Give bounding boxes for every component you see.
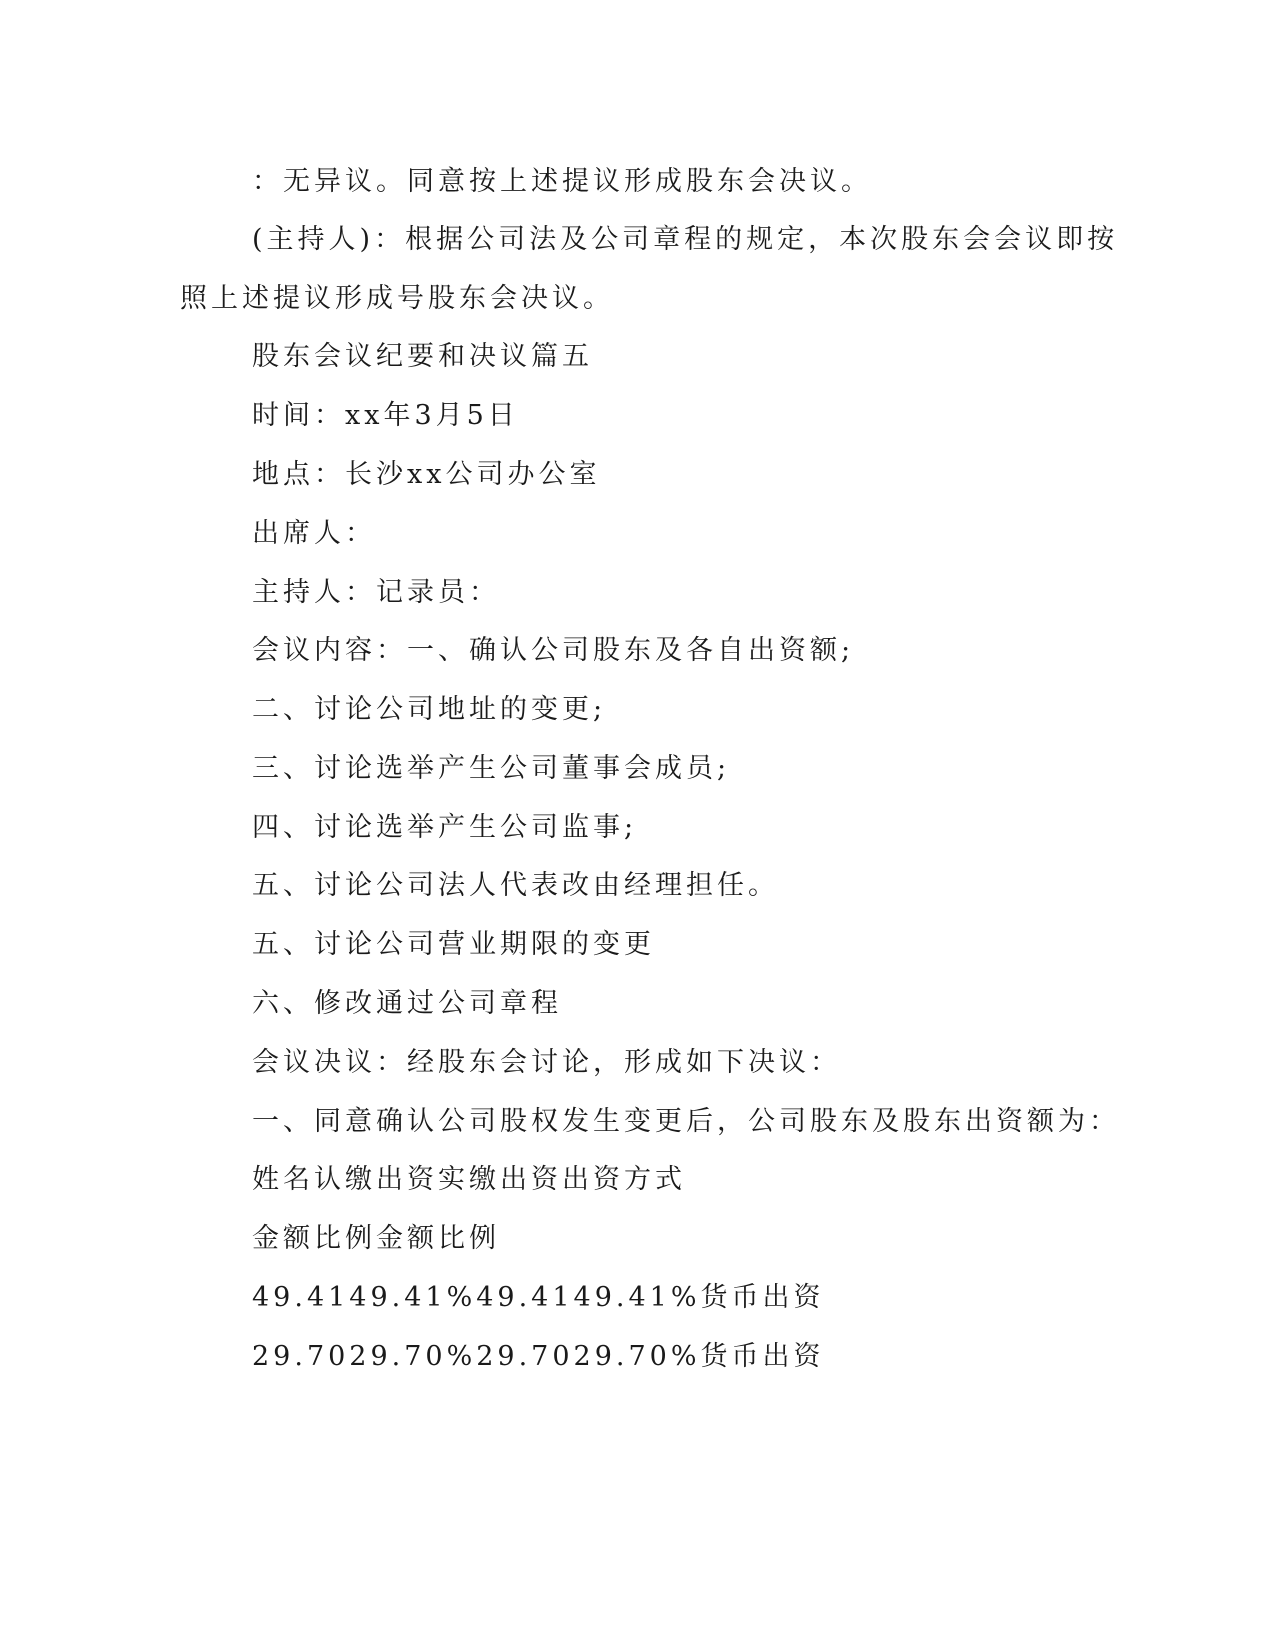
capital-table-subheader: 金额比例金额比例 [252, 1223, 500, 1254]
meeting-time: 时间：xx年3月5日 [252, 400, 519, 431]
capital-table-row: 49.4149.41%49.4149.41%货币出资 [252, 1282, 825, 1313]
meeting-agenda-item: 四、讨论选举产生公司监事; [252, 812, 638, 843]
paragraph-no-objection: ：无异议。同意按上述提议形成股东会决议。 [252, 166, 872, 197]
meeting-agenda-item: 五、讨论公司营业期限的变更 [252, 929, 655, 960]
paragraph-host-statement: (主持人)：根据公司法及公司章程的规定，本次股东会会议即按 [252, 224, 1119, 255]
section-heading: 股东会议纪要和决议篇五 [252, 341, 593, 372]
capital-table-header: 姓名认缴出资实缴出资出资方式 [252, 1164, 686, 1195]
meeting-agenda-item: 三、讨论选举产生公司董事会成员; [252, 753, 731, 784]
meeting-agenda-item: 六、修改通过公司章程 [252, 988, 562, 1019]
capital-table-row: 29.7029.70%29.7029.70%货币出资 [252, 1341, 825, 1372]
host-and-recorder: 主持人：记录员： [252, 577, 500, 608]
meeting-agenda-item: 二、讨论公司地址的变更; [252, 694, 607, 725]
resolution-item: 一、同意确认公司股权发生变更后，公司股东及股东出资额为： [252, 1106, 1120, 1137]
meeting-location: 地点：长沙xx公司办公室 [252, 459, 601, 490]
meeting-resolution-intro: 会议决议：经股东会讨论，形成如下决议： [252, 1047, 841, 1078]
paragraph-host-statement-continued: 照上述提议形成号股东会决议。 [180, 283, 614, 314]
meeting-agenda-item: 五、讨论公司法人代表改由经理担任。 [252, 870, 779, 901]
attendees: 出席人： [252, 518, 376, 549]
meeting-agenda-item: 会议内容：一、确认公司股东及各自出资额; [252, 635, 855, 666]
